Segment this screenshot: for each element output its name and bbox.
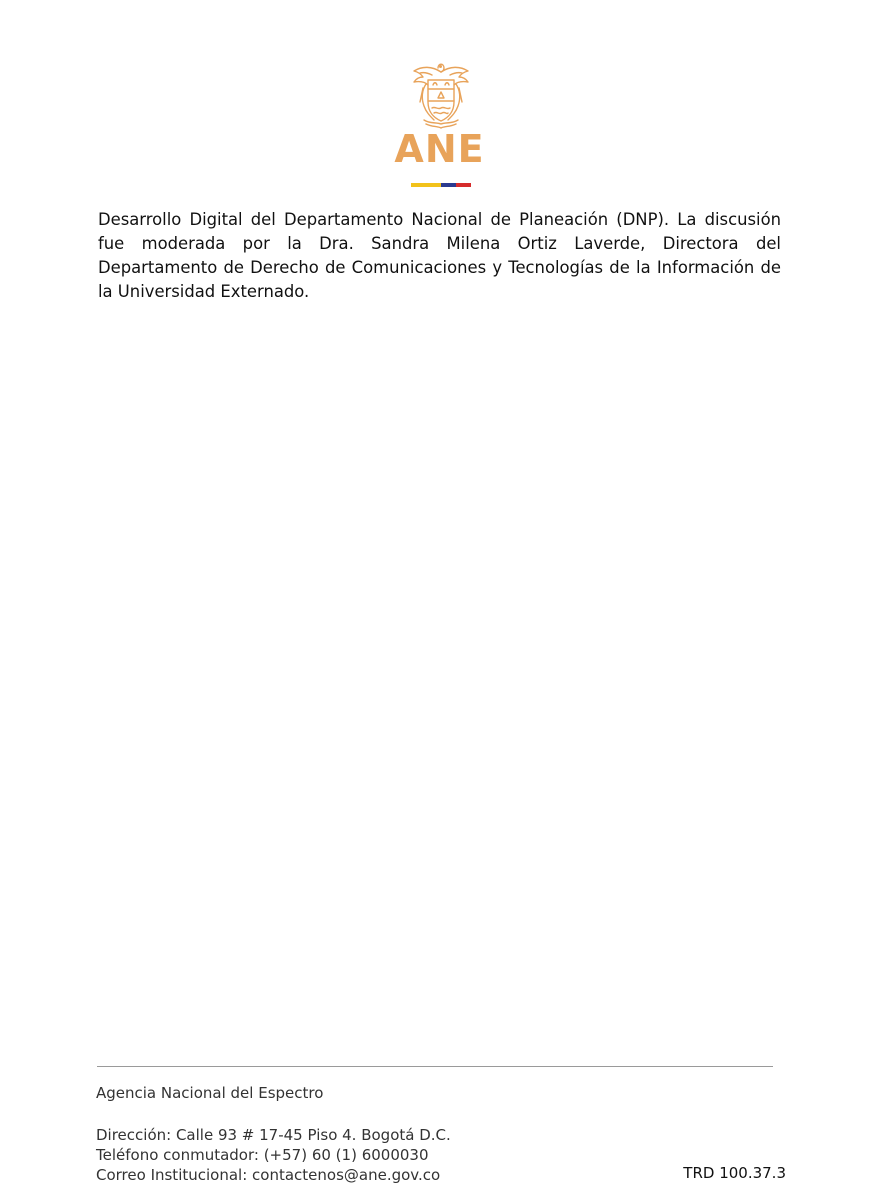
coat-of-arms-icon [408, 58, 474, 130]
footer-phone: Teléfono conmutador: (+57) 60 (1) 6000030 [96, 1146, 429, 1164]
footer-divider [97, 1066, 773, 1067]
flag-yellow-stripe [411, 183, 441, 187]
footer-address: Dirección: Calle 93 # 17-45 Piso 4. Bogotá D.C. [96, 1126, 451, 1144]
flag-blue-stripe [441, 183, 456, 187]
footer-trd-code: TRD 100.37.3 [683, 1164, 786, 1182]
flag-red-stripe [456, 183, 471, 187]
footer-email: Correo Institucional: contactenos@ane.gov.co [96, 1166, 441, 1184]
ane-logo-text: ANE [394, 127, 485, 171]
body-paragraph: Desarrollo Digital del Departamento Nacional de Planeación (DNP). La discusión fue moderada por la Dra. Sandra Milena Ortiz Laverde, Directora del Departamento de Derecho de Comunicaciones y Tecnologías de la Información de la Universidad Externado. [98, 210, 781, 301]
footer-agency-name: Agencia Nacional del Espectro [96, 1084, 324, 1102]
document-header [0, 0, 879, 200]
colombia-flag-bar [411, 183, 471, 187]
